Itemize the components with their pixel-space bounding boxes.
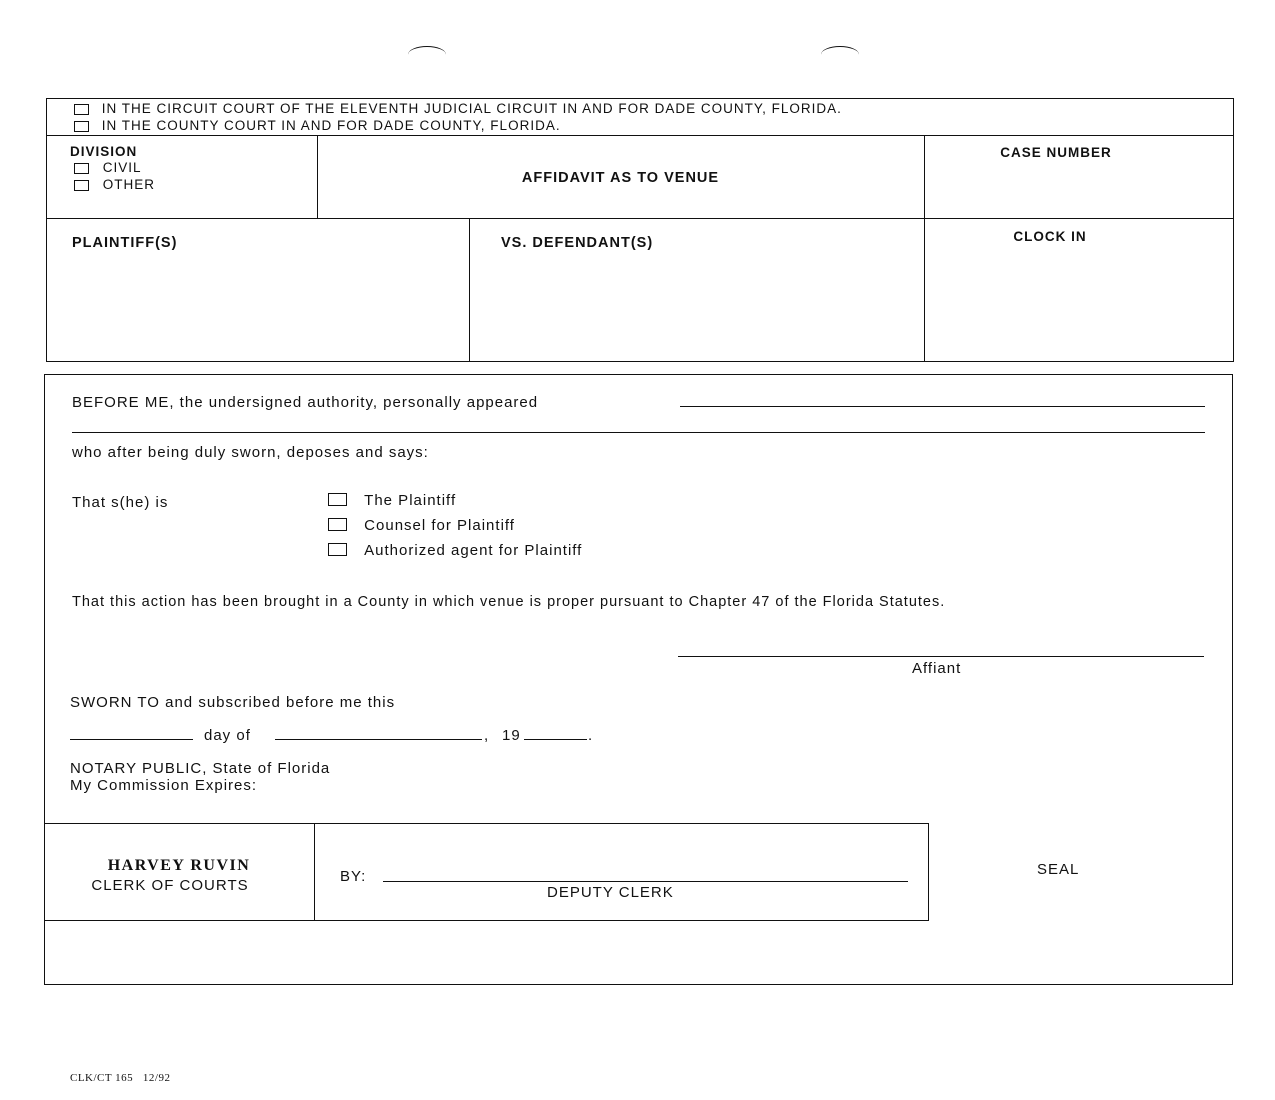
year-line[interactable]	[524, 739, 587, 740]
punch-hole-right	[821, 46, 859, 63]
court-option-county	[74, 118, 561, 133]
sworn-to-text: SWORN TO and subscribed before me this	[70, 694, 396, 711]
deputy-clerk-label: DEPUTY CLERK	[547, 884, 674, 901]
civil-checkbox[interactable]	[74, 163, 89, 174]
other-checkbox[interactable]	[74, 180, 89, 191]
division-option-other	[74, 177, 155, 192]
affiant-label: Affiant	[912, 660, 962, 677]
month-line[interactable]	[275, 739, 482, 740]
agent-role-label: Authorized agent for Plaintiff	[364, 542, 583, 559]
role-option-plaintiff	[328, 493, 456, 510]
other-label: OTHER	[102, 177, 156, 192]
defendant-label: VS. DEFENDANT(S)	[501, 235, 654, 251]
plaintiff-role-label: The Plaintiff	[364, 492, 457, 509]
seal-label: SEAL	[1037, 861, 1080, 878]
form-title: AFFIDAVIT AS TO VENUE	[521, 170, 720, 186]
day-of-text: day of	[204, 727, 251, 744]
appeared-name-line[interactable]	[680, 406, 1205, 407]
clerk-name: HARVEY RUVIN	[107, 857, 251, 874]
role-option-agent	[328, 543, 582, 560]
header-divider-1	[46, 135, 1234, 136]
sworn-deposes-text: who after being duly sworn, deposes and says:	[72, 444, 429, 461]
appeared-name-line-2[interactable]	[72, 432, 1205, 433]
venue-statement: That this action has been brought in a County in which venue is proper pursuant to Chapter 47 of the Florida Statutes.	[72, 594, 946, 610]
circuit-court-label: IN THE CIRCUIT COURT OF THE ELEVENTH JUDICIAL CIRCUIT IN AND FOR DADE COUNTY, FLORIDA.	[101, 101, 842, 116]
plaintiff-role-checkbox[interactable]	[328, 493, 347, 506]
counsel-role-label: Counsel for Plaintiff	[364, 517, 515, 534]
comma-text: ,	[484, 727, 490, 744]
by-label: BY:	[340, 868, 367, 885]
plaintiff-label: PLAINTIFF(S)	[72, 235, 178, 251]
plaintiff-divider	[469, 218, 470, 362]
punch-hole-left	[408, 46, 446, 63]
case-number-divider	[924, 135, 925, 362]
agent-role-checkbox[interactable]	[328, 543, 347, 556]
county-court-checkbox[interactable]	[74, 121, 89, 132]
clerk-title: CLERK OF COURTS	[91, 877, 249, 894]
period-text: .	[588, 727, 594, 744]
notary-line-2: My Commission Expires:	[70, 777, 258, 794]
day-line[interactable]	[70, 739, 193, 740]
notary-line-1: NOTARY PUBLIC, State of Florida	[70, 760, 331, 777]
deputy-signature-line[interactable]	[383, 881, 908, 882]
division-label: DIVISION	[70, 144, 138, 159]
counsel-role-checkbox[interactable]	[328, 518, 347, 531]
affiant-signature-line[interactable]	[678, 656, 1204, 657]
header-divider-2	[46, 218, 1234, 219]
form-code: CLK/CT 165 12/92	[70, 1072, 171, 1084]
circuit-court-checkbox[interactable]	[74, 104, 89, 115]
civil-label: CIVIL	[102, 160, 142, 175]
before-me-text: BEFORE ME, the undersigned authority, personally appeared	[72, 394, 539, 411]
division-option-civil	[74, 160, 142, 175]
county-court-label: IN THE COUNTY COURT IN AND FOR DADE COUNTY, FLORIDA.	[101, 118, 561, 133]
court-option-circuit	[74, 101, 842, 116]
case-number-label: CASE NUMBER	[1000, 145, 1112, 160]
role-option-counsel	[328, 518, 515, 535]
that-she-is-text: That s(he) is	[72, 494, 169, 511]
clerk-divider	[314, 823, 315, 921]
year-prefix-text: 19	[502, 727, 521, 744]
clock-in-label: CLOCK IN	[1013, 229, 1087, 244]
